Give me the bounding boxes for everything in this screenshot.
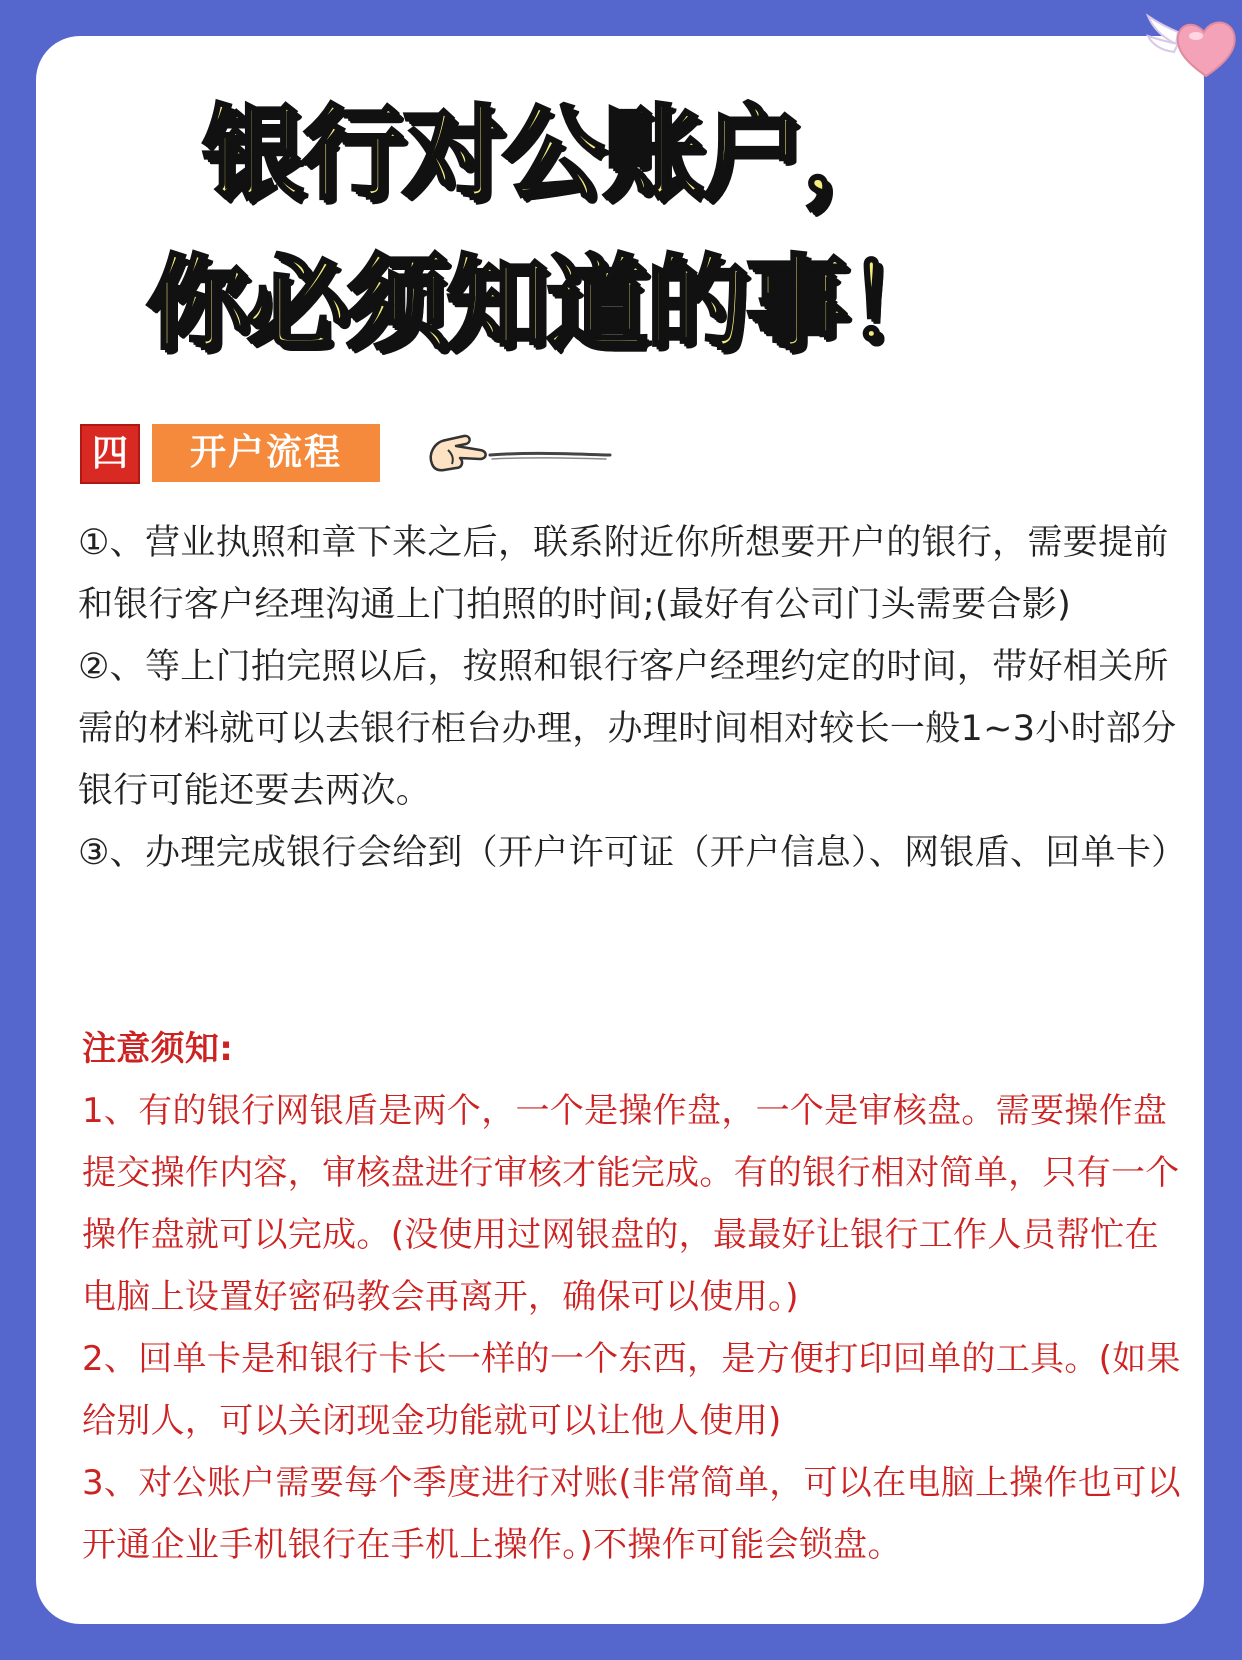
section-title-badge: 开户流程 [152,424,380,482]
step-1: ①、营业执照和章下来之后，联系附近你所想要开户的银行，需要提前和银行客户经理沟通上门拍照的时间;(最好有公司门头需要合影) [78,523,1169,625]
page-title [0,80,1242,380]
process-steps [78,512,1187,884]
section-number-badge: 四 [80,424,140,484]
notice-section [82,1018,1192,1576]
step-3: ③、办理完成银行会给到（开户许可证（开户信息）、网银盾、回单卡） [78,833,1187,873]
step-2: ②、等上门拍完照以后，按照和银行客户经理约定的时间，带好相关所需的材料就可以去银行柜台办理，办理时间相对较长一般1~3小时部分银行可能还要去两次。 [78,647,1177,811]
notice-heading: 注意须知: [82,1029,234,1069]
notice-item-1: 1、有的银行网银盾是两个，一个是操作盘，一个是审核盘。需要操作盘提交操作内容，审核盘进行审核才能完成。有的银行相对简单，只有一个操作盘就可以完成。(没使用过网银盘的，最最好让银行工作人员帮忙在电脑上设置好密码教会再离开，确保可以使用。) [82,1091,1180,1317]
title-line-2: 你必须知道的事！ [146,245,946,364]
winged-heart-icon [1146,6,1242,82]
notice-item-2: 2、回单卡是和银行卡长一样的一个东西，是方便打印回单的工具。(如果给别人，可以关闭现金功能就可以让他人使用) [82,1339,1181,1441]
notice-item-3: 3、对公账户需要每个季度进行对账(非常简单，可以在电脑上操作也可以开通企业手机银行在手机上操作。)不操作可能会锁盘。 [82,1463,1181,1565]
title-line-1: 银行对公账户， [202,95,902,214]
pointing-hand-icon [420,424,640,484]
